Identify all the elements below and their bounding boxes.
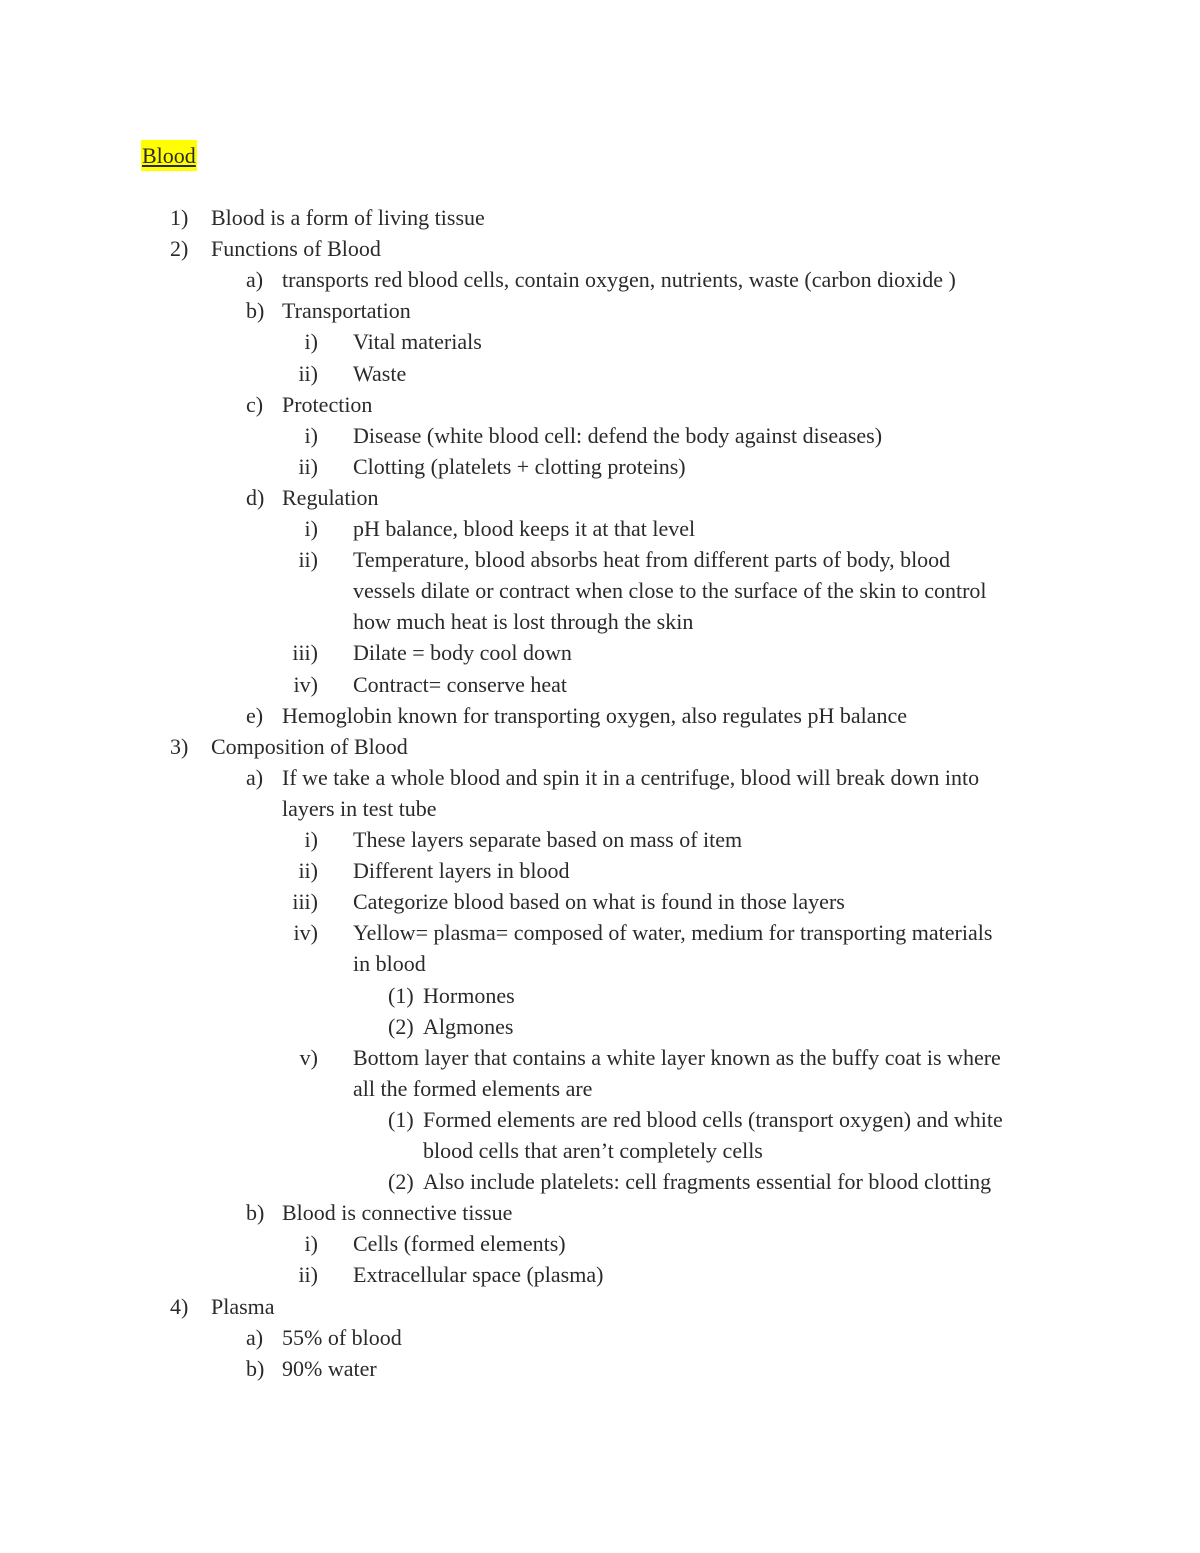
outline-marker: i) — [304, 1231, 318, 1256]
outline-item-text: Formed elements are red blood cells (transport oxygen) and white — [423, 1107, 1003, 1132]
outline-marker: ii) — [298, 361, 318, 386]
outline-marker: a) — [246, 267, 264, 292]
outline-marker: b) — [246, 1200, 265, 1225]
outline-marker: v) — [299, 1045, 318, 1070]
outline-marker: ii) — [298, 547, 318, 572]
outline-marker: ii) — [298, 1262, 318, 1287]
outline-item-text: 90% water — [282, 1356, 377, 1381]
outline-marker: b) — [246, 298, 265, 323]
outline-marker: 4) — [170, 1294, 189, 1319]
outline-marker: 3) — [170, 734, 189, 759]
outline-marker: (1) — [388, 983, 414, 1008]
outline-marker: e) — [246, 703, 264, 728]
outline-marker: iv) — [293, 920, 318, 945]
outline-item-text: Protection — [282, 392, 373, 417]
outline-item-text: Bottom layer that contains a white layer known as the buffy coat is where — [353, 1045, 1001, 1070]
outline-item-text: Yellow= plasma= composed of water, medium for transporting materials — [353, 920, 993, 945]
page-title: Blood — [141, 140, 197, 171]
outline-item-text: blood cells that aren’t completely cells — [423, 1138, 763, 1163]
outline-marker: ii) — [298, 858, 318, 883]
outline-item-text: Extracellular space (plasma) — [353, 1262, 604, 1287]
outline-item-text: These layers separate based on mass of item — [353, 827, 743, 852]
outline-item-text: how much heat is lost through the skin — [353, 609, 694, 634]
outline-marker: 2) — [170, 236, 189, 261]
outline-marker: i) — [304, 423, 318, 448]
outline-item-text: Waste — [353, 361, 407, 386]
outline-item-text: Algmones — [423, 1014, 514, 1039]
outline-item-text: all the formed elements are — [353, 1076, 593, 1101]
outline-marker: i) — [304, 329, 318, 354]
outline-item-text: in blood — [353, 951, 426, 976]
outline-marker: i) — [304, 516, 318, 541]
outline-item-text: Dilate = body cool down — [353, 640, 572, 665]
outline-item-text: Cells (formed elements) — [353, 1231, 566, 1256]
outline-item-text: transports red blood cells, contain oxygen, nutrients, waste (carbon dioxide ) — [282, 267, 956, 292]
outline-item-text: Blood is a form of living tissue — [211, 205, 485, 230]
outline-marker: iii) — [292, 640, 318, 665]
outline-marker: i) — [304, 827, 318, 852]
outline-item-text: Hemoglobin known for transporting oxygen, also regulates pH balance — [282, 703, 908, 728]
outline-item-text: Vital materials — [353, 329, 482, 354]
outline-marker: a) — [246, 1325, 264, 1350]
outline-item-text: Contract= conserve heat — [353, 672, 567, 697]
outline-item-text: Plasma — [211, 1294, 275, 1319]
outline-marker: (1) — [388, 1107, 414, 1132]
outline-item-text: Also include platelets: cell fragments essential for blood clotting — [423, 1169, 992, 1194]
outline-marker: 1) — [170, 205, 189, 230]
outline-item-text: If we take a whole blood and spin it in a centrifuge, blood will break down into — [282, 765, 980, 790]
outline-item-text: vessels dilate or contract when close to the surface of the skin to control — [353, 578, 987, 603]
outline-marker: b) — [246, 1356, 265, 1381]
outline-marker: d) — [246, 485, 265, 510]
outline-marker: (2) — [388, 1169, 414, 1194]
outline-item-text: pH balance, blood keeps it at that level — [353, 516, 696, 541]
outline-item-text: Disease (white blood cell: defend the body against diseases) — [353, 423, 883, 448]
outline-marker: c) — [246, 392, 264, 417]
outline-marker: iv) — [293, 672, 318, 697]
outline-marker: a) — [246, 765, 264, 790]
outline-marker: (2) — [388, 1014, 414, 1039]
outline-item-text: Temperature, blood absorbs heat from different parts of body, blood — [353, 547, 951, 572]
outline-item-text: Blood is connective tissue — [282, 1200, 513, 1225]
outline-item-text: 55% of blood — [282, 1325, 402, 1350]
outline-item-text: layers in test tube — [282, 796, 437, 821]
outline-item-text: Regulation — [282, 485, 379, 510]
outline-marker: ii) — [298, 454, 318, 479]
outline-item-text: Hormones — [423, 983, 515, 1008]
outline-marker: iii) — [292, 889, 318, 914]
outline-item-text: Composition of Blood — [211, 734, 408, 759]
outline-item-text: Different layers in blood — [353, 858, 570, 883]
outline-item-text: Transportation — [282, 298, 411, 323]
outline-item-text: Categorize blood based on what is found in those layers — [353, 889, 845, 914]
outline-item-text: Clotting (platelets + clotting proteins) — [353, 454, 686, 479]
outline-item-text: Functions of Blood — [211, 236, 381, 261]
